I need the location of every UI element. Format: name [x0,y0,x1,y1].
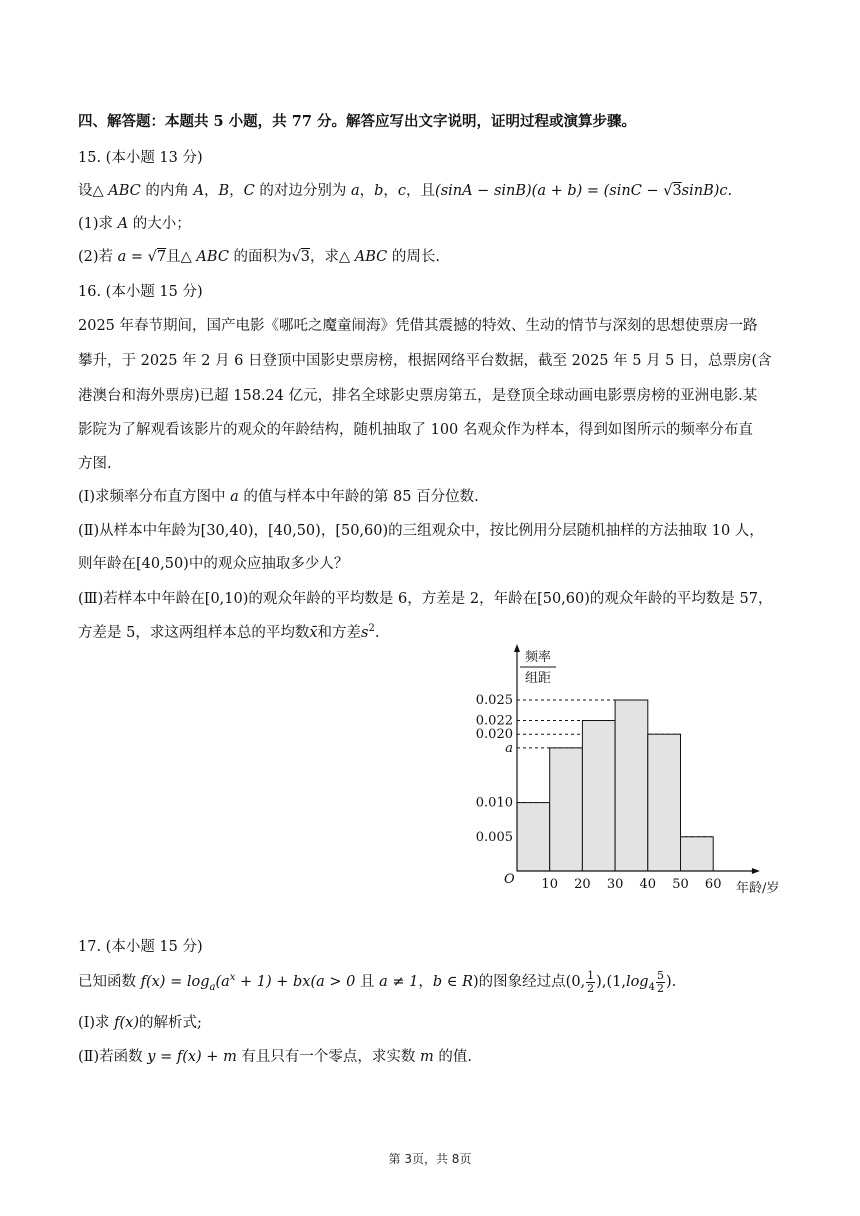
q15-var: ABC [196,249,229,265]
origin-label: O [504,872,515,887]
q16-part-2: (Ⅱ)从样本中年龄为[30,40)，[40,50)，[50,60)的三组观众中，按比例用分层随机抽样的方法抽取 10 人， [78,523,764,539]
q15-formula: a = [117,249,148,265]
q15-var: ABC [108,183,141,199]
q15-text: 的面积为 [228,249,292,265]
x-tick-label: 40 [639,877,657,892]
x-tick-label: 10 [541,877,558,892]
q15-text: ， [229,183,244,199]
section-header: 四、解答题：本题共 5 小题，共 77 分。解答应写出文字说明，证明过程或演算步骤。 [78,113,636,130]
histogram-bar [582,721,615,871]
y-tick-label: a [505,740,513,756]
fraction [656,970,665,994]
q16-var: x̄ [309,624,318,641]
q16-text: (Ⅰ)求频率分布直方图中 [78,489,231,505]
q17-text: 且 [355,974,380,991]
xlabel: 年龄/岁 [736,881,780,896]
q17-formula: y = f(x) + m [147,1049,237,1065]
q15-var: ABC [354,249,388,265]
ylabel-bottom: 组距 [524,671,552,686]
q15-text: ， [383,183,398,199]
y-tick-label: 0.025 [475,693,513,708]
sqrt-sign: √ [663,183,673,199]
q17-text: 的解析式; [139,1015,202,1031]
x-tick-label: 50 [672,877,689,892]
q17-text: 有且只有一个零点，求实数 [236,1049,421,1065]
q15-var: a [350,183,360,199]
x-tick-label: 30 [606,877,624,892]
q17-formula: b ∈ R [432,974,474,991]
q15-stem [78,182,790,200]
histogram-bar [550,748,583,871]
q15-part-1 [78,215,790,233]
x-tick-label: 20 [574,877,591,892]
q15-var: b [374,183,384,199]
q17-formula: f(x) = log [140,974,210,991]
q16-paragraph-line: 2025 年春节期间，国产电影《哪吒之魔童闹海》凭借其震撼的特效、生动的情节与深刻的思想使票房一路 [78,318,758,334]
q15-formula: (sinA − sinB)(a + b) = (sinC − [435,183,664,199]
ylabel-top: 频率 [524,650,552,665]
x-tick-label: 60 [704,877,722,892]
q17-part-2 [78,1048,790,1066]
q16-paragraph-line: 港澳台和海外票房)已超 158.24 亿元，排名全球影史票房第五，是登顶全球动画电影票房榜的亚洲电影.某 [78,388,758,404]
q17-var: m [420,1049,434,1065]
q15-text: ，且 [406,183,436,199]
x-axis-arrow-icon [752,868,760,874]
q15-var: c [397,183,407,199]
q15-title: 15. (本小题 13 分) [78,150,203,166]
y-tick-label: 0.022 [475,713,513,729]
q15-text: 且△ [166,249,197,265]
q15-text: 的大小； [128,216,191,232]
q16-text: 方差是 5，求这两组样本总的平均数 [78,624,310,641]
q17-text: ). [665,974,677,991]
q17-text: ， [418,974,433,991]
q15-text: 的周长. [387,249,440,265]
q16-part-3: (Ⅲ)若样本中年龄在[0,10)的观众年龄的平均数是 6，方差是 2，年龄在[50,60)的观众年龄的平均数是 57， [78,591,773,607]
q15-text: ， [203,183,219,199]
q15-var: A [117,216,129,232]
fraction-numerator: 5 [656,969,664,982]
y-tick-label: 0.005 [475,829,513,845]
histogram-bar [615,700,648,871]
q17-formula: (a [215,974,230,991]
q16-part-1 [78,488,790,506]
q17-subscript: a [209,981,216,993]
q17-subscript: 4 [648,981,655,993]
q15-text: (2)若 [78,249,118,265]
q17-text: )的图象经过点(0, [473,974,586,991]
sqrt-sign: √ [147,249,157,265]
q15-var: C [243,183,255,199]
q15-text: 的内角 [140,183,194,199]
q15-var: B [218,183,230,199]
q15-text: 的对边分别为 [254,183,351,199]
q17-formula: f(x) [114,1015,140,1031]
q16-superscript: 2 [368,623,375,634]
q15-text: ， [359,183,375,199]
fraction-denominator: 2 [656,981,664,995]
q17-text: (Ⅰ)求 [78,1015,115,1031]
q17-stem [78,970,790,994]
q17-formula: a ≠ 1 [379,974,419,991]
q17-text: (Ⅱ)若函数 [78,1049,148,1065]
sqrt-radicand: 3 [300,249,311,265]
q15-text: ，求△ [310,249,355,265]
fraction [586,970,595,994]
frequency-histogram [470,640,800,902]
q17-superscript: x [229,972,236,984]
sqrt-radicand: 3 [672,183,682,199]
y-tick-label: 0.010 [475,795,513,811]
q17-text: 已知函数 [78,974,141,991]
q16-text: . [374,624,380,641]
q16-paragraph-line: 方图. [78,456,112,472]
q16-paragraph-line: 攀升，于 2025 年 2 月 6 日登顶中国影史票房榜，根据网络平台数据，截至 2025 年 5 月 5 日，总票房(含 [78,353,772,369]
q15-formula: sinB)c. [681,183,733,199]
q16-part-2-cont: 则年龄在[40,50)中的观众应抽取多少人？ [78,556,349,572]
q16-var: a [230,489,239,505]
q15-var: A [193,183,204,199]
page-footer: 第 3页，共 8页 [388,1152,472,1166]
q15-text: (1)求 [78,216,118,232]
q16-title: 16. (本小题 15 分) [78,284,203,300]
q17-text: 的值. [433,1049,473,1065]
q15-part-2 [78,248,790,266]
q16-var: s [361,624,369,641]
sqrt-sign: √ [291,249,301,265]
fraction-numerator: 1 [587,969,595,982]
q16-text: 的值与样本中年龄的第 85 百分位数. [238,489,479,505]
histogram-bar [648,734,681,871]
sqrt-radicand: 7 [156,249,167,265]
histogram-bar [517,803,550,871]
q17-part-1 [78,1014,790,1032]
q17-formula: log [625,974,649,991]
q15-text: 设△ [78,183,109,199]
q16-paragraph-line: 影院为了解观看该影片的观众的年龄结构，随机抽取了 100 名观众作为样本，得到如图所示的频率分布直 [78,422,753,438]
histogram-bar [681,837,714,871]
q17-text: ),(1, [596,974,626,991]
q17-title: 17. (本小题 15 分) [78,939,203,955]
q16-text: 和方差 [317,624,362,641]
fraction-denominator: 2 [587,981,595,995]
q17-formula: + 1) + bx(a > 0 [235,974,356,991]
y-axis-arrow-icon [514,644,520,652]
y-tick-label: 0.020 [475,727,513,743]
